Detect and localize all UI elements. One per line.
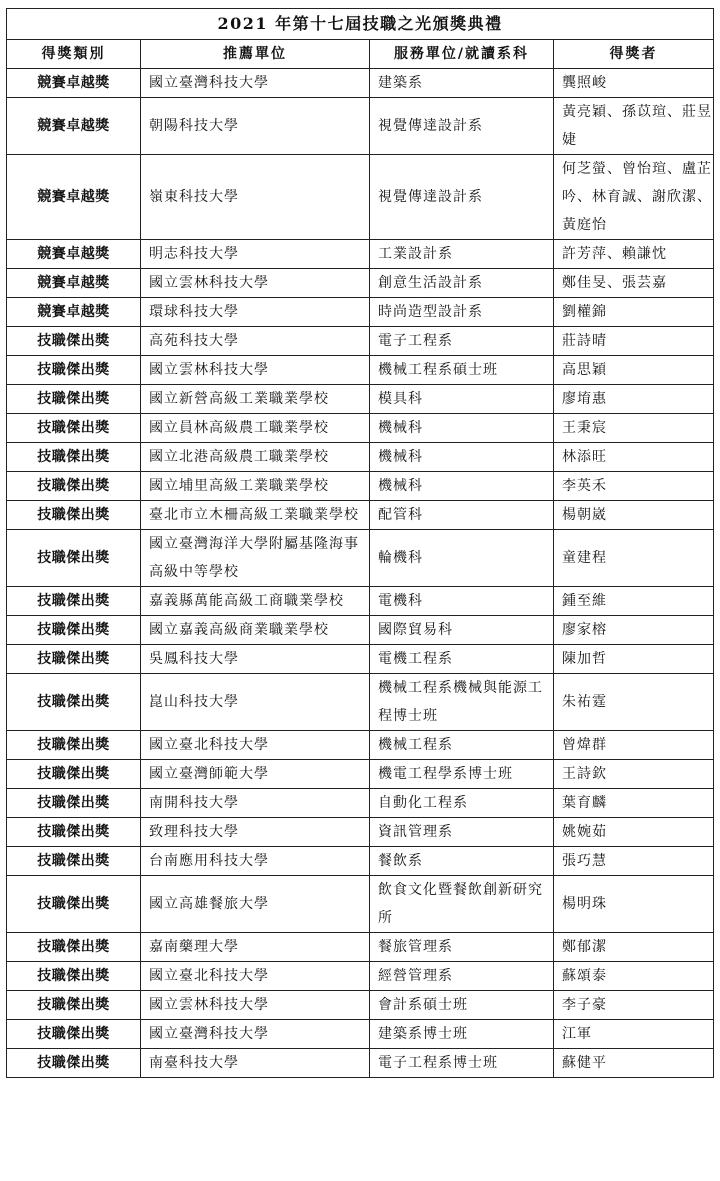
- winner-cell: 張巧慧: [554, 847, 714, 876]
- recommending-unit-cell: 國立雲林科技大學: [141, 356, 370, 385]
- header-row: [7, 40, 714, 69]
- winner-cell: 李英禾: [554, 472, 714, 501]
- recommending-unit-cell: 嘉南藥理大學: [141, 933, 370, 962]
- table-row: [7, 587, 714, 616]
- recommending-unit-cell: 嶺東科技大學: [141, 155, 370, 240]
- award-category-cell: 技職傑出獎: [7, 645, 141, 674]
- winner-cell: 王秉宸: [554, 414, 714, 443]
- recommending-unit-cell: 國立臺灣科技大學: [141, 69, 370, 98]
- winner-cell: 何芝螢、曾怡瑄、盧芷吟、林育誠、謝欣潔、黃庭怡: [554, 155, 714, 240]
- table-row: [7, 269, 714, 298]
- recommending-unit-cell: 國立臺灣海洋大學附屬基隆海事高級中等學校: [141, 530, 370, 587]
- table-body: [7, 69, 714, 1078]
- department-cell: 模具科: [370, 385, 554, 414]
- winner-cell: 楊明珠: [554, 876, 714, 933]
- award-category-cell: 技職傑出獎: [7, 414, 141, 443]
- winner-cell: 高思穎: [554, 356, 714, 385]
- award-category-cell: 技職傑出獎: [7, 731, 141, 760]
- award-category-cell: 技職傑出獎: [7, 587, 141, 616]
- table-row: [7, 760, 714, 789]
- award-category-cell: 競賽卓越獎: [7, 269, 141, 298]
- table-row: [7, 155, 714, 240]
- winner-cell: 蘇健平: [554, 1049, 714, 1078]
- recommending-unit-cell: 環球科技大學: [141, 298, 370, 327]
- award-category-cell: 技職傑出獎: [7, 616, 141, 645]
- table-row: [7, 645, 714, 674]
- recommending-unit-cell: 國立高雄餐旅大學: [141, 876, 370, 933]
- department-cell: 資訊管理系: [370, 818, 554, 847]
- department-cell: 自動化工程系: [370, 789, 554, 818]
- table-row: [7, 876, 714, 933]
- recommending-unit-cell: 國立臺北科技大學: [141, 962, 370, 991]
- award-category-cell: 競賽卓越獎: [7, 69, 141, 98]
- recommending-unit-cell: 國立臺灣科技大學: [141, 1020, 370, 1049]
- table-row: [7, 962, 714, 991]
- recommending-unit-cell: 國立埔里高級工業職業學校: [141, 472, 370, 501]
- department-cell: 國際貿易科: [370, 616, 554, 645]
- department-cell: 視覺傳達設計系: [370, 155, 554, 240]
- recommending-unit-cell: 國立臺灣師範大學: [141, 760, 370, 789]
- award-category-cell: 技職傑出獎: [7, 327, 141, 356]
- award-category-cell: 競賽卓越獎: [7, 98, 141, 155]
- department-cell: 輪機科: [370, 530, 554, 587]
- department-cell: 餐旅管理系: [370, 933, 554, 962]
- table-title: 2021 年第十七屆技職之光頒獎典禮: [7, 9, 714, 40]
- table-row: [7, 818, 714, 847]
- winner-cell: 李子豪: [554, 991, 714, 1020]
- winner-cell: 楊朝崴: [554, 501, 714, 530]
- department-cell: 視覺傳達設計系: [370, 98, 554, 155]
- department-cell: 建築系: [370, 69, 554, 98]
- award-category-cell: 技職傑出獎: [7, 789, 141, 818]
- table-row: [7, 414, 714, 443]
- winner-cell: 林添旺: [554, 443, 714, 472]
- winner-cell: 劉權錦: [554, 298, 714, 327]
- table-row: [7, 385, 714, 414]
- recommending-unit-cell: 國立新營高級工業職業學校: [141, 385, 370, 414]
- recommending-unit-cell: 國立嘉義高級商業職業學校: [141, 616, 370, 645]
- table-row: [7, 98, 714, 155]
- recommending-unit-cell: 國立北港高級農工職業學校: [141, 443, 370, 472]
- department-cell: 時尚造型設計系: [370, 298, 554, 327]
- table-row: [7, 240, 714, 269]
- table-row: [7, 847, 714, 876]
- award-category-cell: 競賽卓越獎: [7, 240, 141, 269]
- recommending-unit-cell: 國立雲林科技大學: [141, 269, 370, 298]
- header-category: 得獎類別: [7, 40, 141, 69]
- award-category-cell: 競賽卓越獎: [7, 155, 141, 240]
- award-category-cell: 技職傑出獎: [7, 385, 141, 414]
- award-list-document: [6, 8, 713, 1078]
- recommending-unit-cell: 國立臺北科技大學: [141, 731, 370, 760]
- department-cell: 機械工程系機械與能源工程博士班: [370, 674, 554, 731]
- winner-cell: 鄭佳旻、張芸嘉: [554, 269, 714, 298]
- award-category-cell: 技職傑出獎: [7, 674, 141, 731]
- recommending-unit-cell: 嘉義縣萬能高級工商職業學校: [141, 587, 370, 616]
- department-cell: 電機科: [370, 587, 554, 616]
- department-cell: 會計系碩士班: [370, 991, 554, 1020]
- award-category-cell: 技職傑出獎: [7, 356, 141, 385]
- department-cell: 機械工程系碩士班: [370, 356, 554, 385]
- award-category-cell: 技職傑出獎: [7, 443, 141, 472]
- award-category-cell: 技職傑出獎: [7, 472, 141, 501]
- department-cell: 飲食文化暨餐飲創新研究所: [370, 876, 554, 933]
- header-department: 服務單位/就讀系科: [370, 40, 554, 69]
- department-cell: 機械科: [370, 472, 554, 501]
- winner-cell: 許芳萍、賴謙忱: [554, 240, 714, 269]
- table-row: [7, 443, 714, 472]
- award-category-cell: 技職傑出獎: [7, 962, 141, 991]
- recommending-unit-cell: 南臺科技大學: [141, 1049, 370, 1078]
- table-row: [7, 472, 714, 501]
- award-category-cell: 技職傑出獎: [7, 991, 141, 1020]
- winner-cell: 莊詩晴: [554, 327, 714, 356]
- table-row: [7, 933, 714, 962]
- winner-cell: 蘇頌泰: [554, 962, 714, 991]
- winner-cell: 葉育麟: [554, 789, 714, 818]
- award-category-cell: 技職傑出獎: [7, 501, 141, 530]
- recommending-unit-cell: 明志科技大學: [141, 240, 370, 269]
- winner-cell: 童建程: [554, 530, 714, 587]
- department-cell: 餐飲系: [370, 847, 554, 876]
- winner-cell: 江軍: [554, 1020, 714, 1049]
- winner-cell: 曾煒群: [554, 731, 714, 760]
- winner-cell: 鍾至維: [554, 587, 714, 616]
- winner-cell: 陳加哲: [554, 645, 714, 674]
- department-cell: 創意生活設計系: [370, 269, 554, 298]
- winner-cell: 朱祐霆: [554, 674, 714, 731]
- recommending-unit-cell: 臺北市立木柵高級工業職業學校: [141, 501, 370, 530]
- award-category-cell: 技職傑出獎: [7, 530, 141, 587]
- recommending-unit-cell: 國立員林高級農工職業學校: [141, 414, 370, 443]
- table-row: [7, 674, 714, 731]
- winner-cell: 廖堉惠: [554, 385, 714, 414]
- table-row: [7, 1049, 714, 1078]
- award-category-cell: 技職傑出獎: [7, 847, 141, 876]
- winner-cell: 姚婉茹: [554, 818, 714, 847]
- title-row: [7, 9, 714, 40]
- table-row: [7, 298, 714, 327]
- recommending-unit-cell: 吳鳳科技大學: [141, 645, 370, 674]
- recommending-unit-cell: 致理科技大學: [141, 818, 370, 847]
- award-category-cell: 技職傑出獎: [7, 876, 141, 933]
- header-recommending-unit: 推薦單位: [141, 40, 370, 69]
- table-row: [7, 789, 714, 818]
- award-category-cell: 技職傑出獎: [7, 1049, 141, 1078]
- department-cell: 機電工程學系博士班: [370, 760, 554, 789]
- department-cell: 工業設計系: [370, 240, 554, 269]
- header-winner: 得獎者: [554, 40, 714, 69]
- winner-cell: 王詩欽: [554, 760, 714, 789]
- department-cell: 經營管理系: [370, 962, 554, 991]
- department-cell: 電機工程系: [370, 645, 554, 674]
- recommending-unit-cell: 崑山科技大學: [141, 674, 370, 731]
- department-cell: 機械工程系: [370, 731, 554, 760]
- table-row: [7, 501, 714, 530]
- award-category-cell: 技職傑出獎: [7, 818, 141, 847]
- department-cell: 電子工程系博士班: [370, 1049, 554, 1078]
- award-category-cell: 競賽卓越獎: [7, 298, 141, 327]
- table-row: [7, 530, 714, 587]
- table-row: [7, 616, 714, 645]
- recommending-unit-cell: 台南應用科技大學: [141, 847, 370, 876]
- table-row: [7, 356, 714, 385]
- department-cell: 建築系博士班: [370, 1020, 554, 1049]
- award-category-cell: 技職傑出獎: [7, 1020, 141, 1049]
- recommending-unit-cell: 朝陽科技大學: [141, 98, 370, 155]
- award-category-cell: 技職傑出獎: [7, 760, 141, 789]
- table-row: [7, 991, 714, 1020]
- winner-cell: 鄭郁潔: [554, 933, 714, 962]
- recommending-unit-cell: 國立雲林科技大學: [141, 991, 370, 1020]
- winner-cell: 廖家榕: [554, 616, 714, 645]
- recommending-unit-cell: 高苑科技大學: [141, 327, 370, 356]
- table-row: [7, 1020, 714, 1049]
- department-cell: 機械科: [370, 414, 554, 443]
- table-row: [7, 69, 714, 98]
- department-cell: 機械科: [370, 443, 554, 472]
- winner-cell: 黃亮穎、孫苡瑄、莊昱婕: [554, 98, 714, 155]
- award-category-cell: 技職傑出獎: [7, 933, 141, 962]
- recommending-unit-cell: 南開科技大學: [141, 789, 370, 818]
- winner-cell: 龔照峻: [554, 69, 714, 98]
- table-row: [7, 731, 714, 760]
- award-table: [6, 8, 714, 1078]
- table-row: [7, 327, 714, 356]
- department-cell: 電子工程系: [370, 327, 554, 356]
- department-cell: 配管科: [370, 501, 554, 530]
